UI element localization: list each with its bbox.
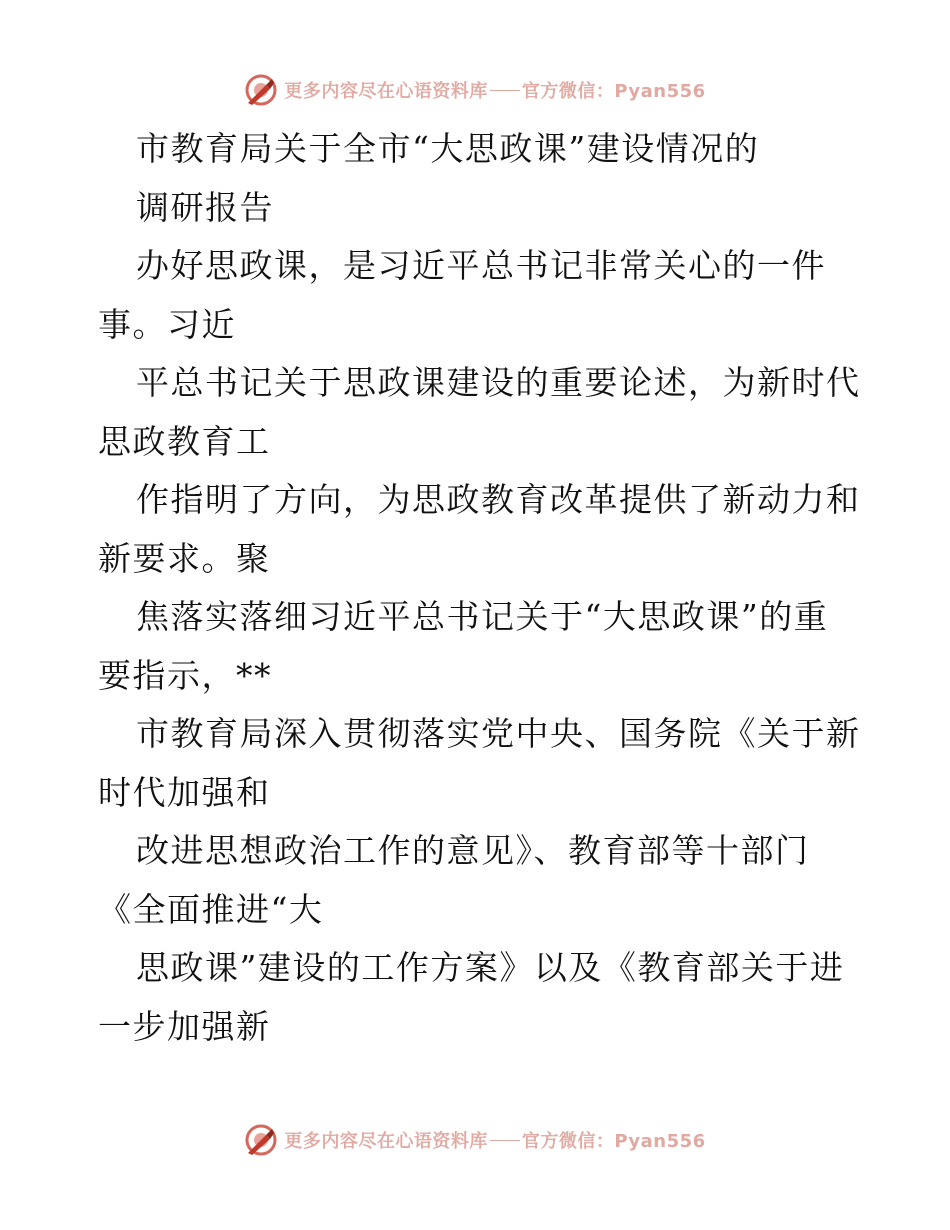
paragraph-line: 思政课”建设的工作方案》以及《教育部关于进: [136, 948, 845, 987]
pen-circle-logo-icon: [244, 73, 278, 107]
watermark-separator: [490, 90, 520, 91]
paragraph-line: 事。习近: [98, 304, 236, 344]
watermark-text: 更多内容尽在心语资料库: [284, 1131, 488, 1152]
paragraph-line: 《全面推进“大: [98, 889, 324, 929]
paragraph-line: 作指明了方向，为思政教育改革提供了新动力和: [136, 480, 861, 519]
paragraph-line: 一步加强新: [98, 1006, 271, 1046]
document-title-line-1: 市教育局关于全市“大思政课”建设情况的: [136, 129, 760, 168]
header-watermark: [0, 70, 950, 110]
paragraph-line: 改进思想政治工作的意见》、教育部等十部门: [136, 831, 810, 870]
footer-watermark: [0, 1120, 950, 1160]
paragraph-line: 平总书记关于思政课建设的重要论述，为新时代: [136, 363, 861, 402]
watermark-contact: 官方微信：Pyan556: [521, 1131, 706, 1152]
pen-circle-logo-icon: [244, 1123, 278, 1157]
paragraph-line: 新要求。聚: [98, 538, 271, 578]
paragraph-line: 要指示，**: [98, 655, 272, 695]
paragraph-line: 时代加强和: [98, 772, 271, 812]
document-body: [98, 126, 861, 1062]
paragraph-line: 市教育局深入贯彻落实党中央、国务院《关于新: [136, 714, 861, 753]
watermark-contact: 官方微信：Pyan556: [521, 81, 706, 102]
watermark-separator: [490, 1140, 520, 1141]
paragraph-line: 思政教育工: [98, 421, 271, 461]
watermark-text: 更多内容尽在心语资料库: [284, 81, 488, 102]
document-title-line-2: 调研报告: [136, 187, 274, 227]
paragraph-line: 焦落实落细习近平总书记关于“大思政课”的重: [136, 597, 829, 636]
paragraph-line: 办好思政课，是习近平总书记非常关心的一件: [136, 246, 826, 285]
